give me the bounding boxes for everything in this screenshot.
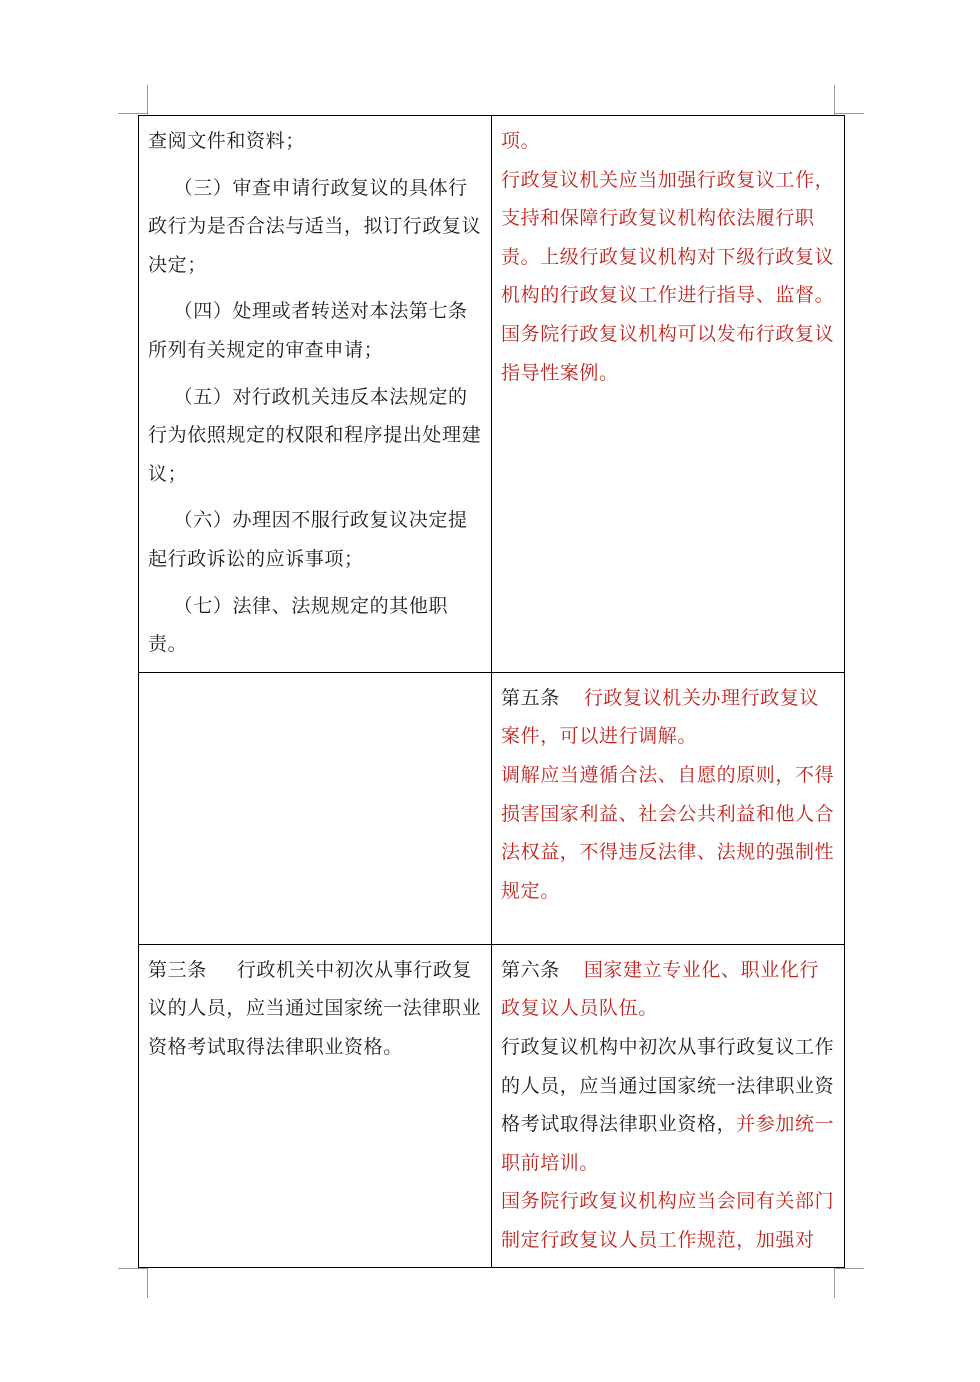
added-text: 并参加统一职前培训。 bbox=[501, 1113, 835, 1174]
paragraph: 调解应当遵循合法、自愿的原则，不得损害国家利益、社会公共利益和他人合法权益，不得违反法律、法规的强制性规定。 bbox=[501, 763, 835, 902]
paragraph: （七）法律、法规规定的其他职责。 bbox=[148, 594, 449, 656]
crop-mark-bottom-right-v bbox=[834, 1268, 835, 1298]
unchanged-text: 行政复议机构中初次从事行政复议工作的人员，应当通过国家统一法律职业资格考试取得法律职业资格， bbox=[501, 1035, 835, 1136]
new-text-cell bbox=[492, 944, 845, 1268]
paragraph bbox=[501, 951, 836, 1028]
paragraph: 国务院行政复议机构可以发布行政复议指导性案例。 bbox=[501, 322, 835, 384]
paragraph: 查阅文件和资料； bbox=[148, 130, 305, 152]
paragraph: （五）对行政机关违反本法规定的行为依照规定的权限和程序提出处理建议； bbox=[148, 385, 482, 485]
article-text: 行政复议机关办理行政复议案件，可以进行调解。 bbox=[501, 686, 820, 748]
comparison-table bbox=[138, 115, 845, 1268]
crop-mark-top-left-h bbox=[118, 113, 148, 114]
paragraph bbox=[501, 1028, 836, 1182]
article-number: 第六条 bbox=[501, 958, 560, 981]
paragraph: （六）办理因不服行政复议决定提起行政诉讼的应诉事项； bbox=[148, 509, 468, 570]
crop-mark-top-right-v bbox=[834, 85, 835, 115]
paragraph: 项。 bbox=[501, 130, 541, 152]
article-number: 第五条 bbox=[501, 686, 560, 709]
new-text-cell bbox=[492, 116, 845, 673]
article-text: 国家建立专业化、职业化行政复议人员队伍。 bbox=[501, 958, 820, 1020]
crop-mark-bottom-left-v bbox=[147, 1268, 148, 1298]
new-text-cell bbox=[492, 672, 845, 944]
paragraph: 国务院行政复议机构应当会同有关部门制定行政复议人员工作规范，加强对 bbox=[501, 1190, 835, 1251]
article-text: 行政机关中初次从事行政复议的人员，应当通过国家统一法律职业资格考试取得法律职业资格。 bbox=[148, 958, 482, 1058]
paragraph bbox=[501, 679, 836, 756]
table-row bbox=[139, 116, 845, 673]
old-text-cell bbox=[139, 116, 492, 673]
paragraph: 行政复议机关应当加强行政复议工作，支持和保障行政复议机构依法履行职责。上级行政复议机构对下级行政复议机构的行政复议工作进行指导、监督。 bbox=[501, 168, 835, 307]
crop-mark-top-left-v bbox=[147, 85, 148, 115]
old-text-cell-empty bbox=[139, 672, 492, 944]
crop-mark-top-right-h bbox=[834, 113, 864, 114]
article-number: 第三条 bbox=[148, 958, 207, 981]
paragraph: （三）审查申请行政复议的具体行政行为是否合法与适当，拟订行政复议决定； bbox=[148, 176, 482, 276]
table-row bbox=[139, 672, 845, 944]
paragraph bbox=[148, 951, 483, 1067]
table-row bbox=[139, 944, 845, 1268]
old-text-cell bbox=[139, 944, 492, 1268]
paragraph: （四）处理或者转送对本法第七条所列有关规定的审查申请； bbox=[148, 300, 468, 361]
